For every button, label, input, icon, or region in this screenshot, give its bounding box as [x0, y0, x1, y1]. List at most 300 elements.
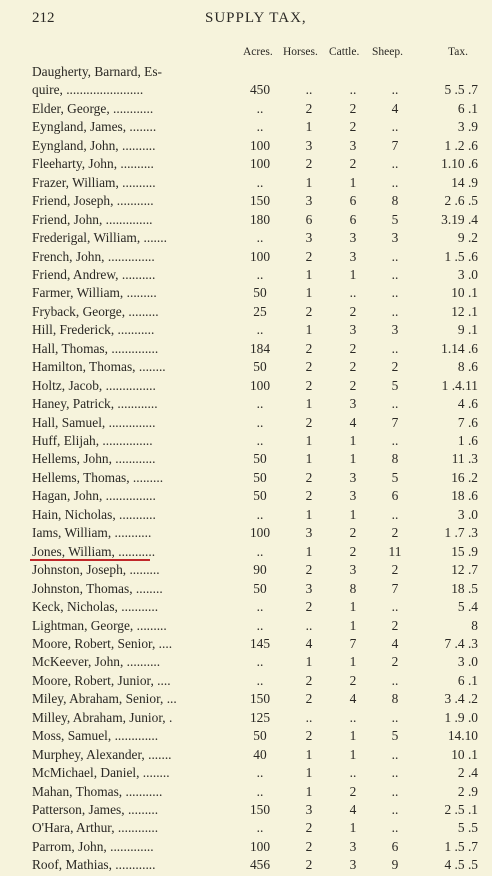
table-row — [0, 192, 492, 210]
acres-cell: .. — [256, 174, 264, 190]
taxpayer-name: French, John, .............. — [32, 248, 155, 264]
acres-cell: .. — [256, 100, 264, 116]
horses-cell: 2 — [305, 599, 313, 615]
cattle-cell: 8 — [349, 580, 357, 596]
horses-cell: 2 — [305, 359, 313, 375]
sheep-cell: .. — [391, 285, 399, 301]
taxpayer-name: Miley, Abraham, Senior, ... — [32, 691, 177, 707]
horses-cell: 1 — [305, 746, 313, 762]
acres-cell: 50 — [253, 469, 267, 485]
taxpayer-name: Elder, George, ............ — [32, 100, 154, 116]
taxpayer-name: Eyngland, James, ........ — [32, 119, 157, 135]
taxpayer-name: Patterson, James, ......... — [32, 802, 159, 817]
sheep-cell: 5 — [391, 211, 399, 227]
table-row — [0, 506, 492, 524]
taxpayer-name: Friend, Joseph, ........... — [32, 193, 154, 209]
acres-cell: 100 — [249, 525, 271, 541]
acres-cell: 456 — [249, 857, 271, 873]
acres-cell: .. — [256, 543, 264, 559]
cattle-cell: 3 — [349, 838, 357, 854]
sheep-cell: 7 — [391, 137, 399, 153]
table-row — [0, 819, 492, 837]
sheep-cell: .. — [391, 746, 399, 762]
table-row — [0, 266, 492, 284]
tax-cell: 8 .6 — [457, 359, 478, 375]
taxpayer-name: Johnston, Thomas, ........ — [32, 580, 163, 596]
horses-cell: 3 — [305, 193, 313, 209]
tax-cell: 14 .9 — [451, 174, 478, 190]
taxpayer-name: Keck, Nicholas, ........... — [32, 599, 159, 615]
acres-cell: 100 — [249, 137, 271, 153]
sheep-cell: 2 — [391, 654, 399, 670]
taxpayer-name: Holtz, Jacob, ............... — [32, 377, 156, 393]
sheep-cell: 8 — [391, 691, 399, 707]
sheep-cell: .. — [391, 340, 399, 356]
tax-cell: 4 .6 — [457, 396, 478, 412]
acres-cell: .. — [256, 783, 264, 799]
taxpayer-name: Hellems, Thomas, ......... — [32, 469, 164, 485]
cattle-cell: 2 — [349, 156, 357, 172]
acres-cell: 150 — [249, 802, 271, 817]
taxpayer-name: Eyngland, John, .......... — [32, 137, 156, 153]
sheep-cell: .. — [391, 119, 399, 135]
tax-cell: 12 .7 — [451, 562, 478, 578]
acres-cell: 125 — [249, 709, 271, 725]
tax-cell: 5 .5 .7 — [444, 82, 478, 98]
horses-cell: 1 — [305, 506, 313, 522]
acres-cell: 25 — [253, 303, 267, 319]
taxpayer-name: Friend, John, .............. — [32, 211, 153, 227]
tax-cell: 9 .1 — [457, 322, 478, 338]
tax-cell: 3 .9 — [457, 119, 478, 135]
cattle-cell: 2 — [349, 377, 357, 393]
table-row — [0, 118, 492, 136]
horses-cell: 2 — [305, 414, 313, 430]
sheep-cell: .. — [391, 783, 399, 799]
page-number: 212 — [32, 10, 55, 26]
horses-cell: 1 — [305, 174, 313, 190]
taxpayer-name: Hain, Nicholas, ........... — [32, 506, 156, 522]
cattle-cell: 1 — [349, 728, 357, 744]
col-sheep: Sheep. — [372, 46, 403, 58]
acres-cell: 150 — [249, 193, 271, 209]
cattle-cell: 1 — [349, 820, 357, 836]
sheep-cell: 4 — [391, 100, 399, 116]
tax-cell: 14.10 — [447, 728, 478, 744]
taxpayer-name: Hamilton, Thomas, ........ — [32, 359, 166, 375]
tax-cell: 18 .6 — [451, 488, 478, 504]
tax-cell: 4 .5 .5 — [444, 857, 478, 873]
horses-cell: 2 — [305, 820, 313, 836]
tax-cell: 7 .4 .3 — [444, 635, 478, 651]
tax-cell: 1 .5 .7 — [444, 838, 478, 854]
taxpayer-name: Farmer, William, ......... — [32, 285, 157, 301]
acres-cell: 184 — [249, 340, 271, 356]
cattle-cell: .. — [349, 285, 357, 301]
taxpayer-name: Huff, Elijah, ............... — [32, 433, 153, 448]
cattle-cell: 2 — [349, 783, 357, 799]
tax-cell: 3 .0 — [457, 506, 478, 522]
horses-cell: 3 — [305, 802, 313, 817]
horses-cell: 2 — [305, 691, 313, 707]
table-row — [0, 155, 492, 173]
cattle-cell: 3 — [349, 248, 357, 264]
taxpayer-name: Milley, Abraham, Junior, . — [32, 709, 173, 725]
cattle-cell: 4 — [349, 414, 357, 430]
horses-cell: 3 — [305, 137, 313, 153]
tax-cell: 9 .2 — [457, 230, 478, 246]
table-row — [0, 81, 492, 99]
cattle-cell: 1 — [349, 266, 357, 282]
acres-cell: 50 — [253, 359, 267, 375]
table-row — [0, 340, 492, 358]
sheep-cell: 7 — [391, 580, 399, 596]
tax-cell: 1 .4.11 — [441, 377, 478, 393]
sheep-cell: .. — [391, 303, 399, 319]
horses-cell: 2 — [305, 156, 313, 172]
tax-cell: 5 .4 — [457, 599, 478, 615]
table-row — [0, 709, 492, 727]
acres-cell: .. — [256, 433, 264, 448]
taxpayer-name: Friend, Andrew, .......... — [32, 266, 156, 282]
acres-cell: .. — [256, 230, 264, 246]
table-row — [0, 653, 492, 671]
acres-cell: .. — [256, 765, 264, 781]
table-row — [0, 174, 492, 192]
cattle-cell: 4 — [349, 802, 357, 817]
tax-cell: 1 .2 .6 — [444, 137, 478, 153]
acres-cell: 90 — [253, 562, 267, 578]
acres-cell: .. — [256, 672, 264, 688]
acres-cell: .. — [256, 119, 264, 135]
taxpayer-name: Mahan, Thomas, ........... — [32, 783, 163, 799]
tax-cell: 1 .7 .3 — [444, 525, 478, 541]
horses-cell: 2 — [305, 303, 313, 319]
cattle-cell: 2 — [349, 100, 357, 116]
sheep-cell: 2 — [391, 562, 399, 578]
tax-cell: 3 .0 — [457, 266, 478, 282]
cattle-cell: 3 — [349, 857, 357, 873]
column-headers — [0, 46, 492, 60]
cattle-cell: 1 — [349, 506, 357, 522]
taxpayer-name: Hall, Thomas, .............. — [32, 340, 159, 356]
table-row — [0, 598, 492, 616]
cattle-cell: 1 — [349, 746, 357, 762]
sheep-cell: 8 — [391, 451, 399, 467]
acres-cell: 450 — [249, 82, 271, 98]
tax-cell: 1 .9 .0 — [444, 709, 478, 725]
tax-cell: 1.14 .6 — [441, 340, 478, 356]
taxpayer-name: Hagan, John, ............... — [32, 488, 156, 504]
tax-cell: 8 — [471, 617, 478, 633]
cattle-cell: 1 — [349, 617, 357, 633]
cattle-cell: 2 — [349, 340, 357, 356]
tax-cell: 3 .4 .2 — [444, 691, 478, 707]
cattle-cell: .. — [349, 82, 357, 98]
table-row — [0, 211, 492, 229]
tax-cell: 18 .5 — [451, 580, 478, 596]
horses-cell: 2 — [305, 248, 313, 264]
horses-cell: 2 — [305, 469, 313, 485]
table-row — [0, 303, 492, 321]
sheep-cell: 5 — [391, 469, 399, 485]
tax-cell: 12 .1 — [451, 303, 478, 319]
tax-cell: 10 .1 — [451, 285, 478, 301]
cattle-cell: 2 — [349, 119, 357, 135]
sheep-cell: 3 — [391, 322, 399, 338]
sheep-cell: .. — [391, 506, 399, 522]
taxpayer-name: Moore, Robert, Senior, .... — [32, 635, 173, 651]
cattle-cell: 1 — [349, 599, 357, 615]
table-row — [0, 524, 492, 542]
sheep-cell: .. — [391, 709, 399, 725]
horses-cell: 1 — [305, 765, 313, 781]
horses-cell: 2 — [305, 672, 313, 688]
taxpayer-name: Fryback, George, ......... — [32, 303, 159, 319]
sheep-cell: .. — [391, 82, 399, 98]
tax-cell: 10 .1 — [451, 746, 478, 762]
cattle-cell: 3 — [349, 137, 357, 153]
acres-cell: 100 — [249, 248, 271, 264]
cattle-cell: .. — [349, 765, 357, 781]
sheep-cell: 3 — [391, 230, 399, 246]
cattle-cell: .. — [349, 709, 357, 725]
acres-cell: .. — [256, 396, 264, 412]
sheep-cell: 11 — [388, 543, 402, 559]
table-row — [0, 746, 492, 764]
acres-cell: 100 — [249, 156, 271, 172]
tax-cell: 3.19 .4 — [441, 211, 478, 227]
taxpayer-name: Jones, William, ........... — [32, 543, 156, 559]
table-row — [0, 137, 492, 155]
sheep-cell: 6 — [391, 488, 399, 504]
horses-cell: 1 — [305, 433, 313, 448]
acres-cell: 50 — [253, 728, 267, 744]
taxpayer-name: Lightman, George, ......... — [32, 617, 167, 633]
cattle-cell: 6 — [349, 211, 357, 227]
acres-cell: 180 — [249, 211, 271, 227]
horses-cell: 2 — [305, 340, 313, 356]
cattle-cell: 2 — [349, 359, 357, 375]
horses-cell: 6 — [305, 211, 313, 227]
sheep-cell: 7 — [391, 414, 399, 430]
horses-cell: 1 — [305, 543, 313, 559]
taxpayer-name: Hellems, John, ............ — [32, 451, 156, 467]
taxpayer-name: O'Hara, Arthur, ............ — [32, 820, 159, 836]
taxpayer-name: Moore, Robert, Junior, .... — [32, 672, 171, 688]
table-row — [0, 321, 492, 339]
table-row — [0, 561, 492, 579]
horses-cell: 1 — [305, 322, 313, 338]
cattle-cell: 2 — [349, 303, 357, 319]
acres-cell: .. — [256, 599, 264, 615]
tax-cell: 6 .1 — [457, 672, 478, 688]
taxpayer-name: Johnston, Joseph, ......... — [32, 562, 160, 578]
horses-cell: 3 — [305, 525, 313, 541]
horses-cell: 2 — [305, 728, 313, 744]
table-row — [0, 432, 492, 450]
tax-cell: 16 .2 — [451, 469, 478, 485]
acres-cell: 150 — [249, 691, 271, 707]
cattle-cell: 3 — [349, 322, 357, 338]
table-row — [0, 284, 492, 302]
horses-cell: 2 — [305, 562, 313, 578]
tax-cell: 5 .5 — [457, 820, 478, 836]
tax-cell: 2 .6 .5 — [444, 193, 478, 209]
acres-cell: 50 — [253, 580, 267, 596]
sheep-cell: .. — [391, 266, 399, 282]
tax-cell: 6 .1 — [457, 100, 478, 116]
sheep-cell: 2 — [391, 359, 399, 375]
horses-cell: 1 — [305, 285, 313, 301]
col-tax: Tax. — [448, 46, 468, 58]
table-row — [0, 469, 492, 487]
tax-cell: 7 .6 — [457, 414, 478, 430]
cattle-cell: 1 — [349, 174, 357, 190]
table-row — [0, 580, 492, 598]
table-row — [0, 801, 492, 819]
cattle-cell: 3 — [349, 396, 357, 412]
taxpayer-name: Frederigal, William, ....... — [32, 230, 167, 246]
cattle-cell: 1 — [349, 433, 357, 448]
horses-cell: 2 — [305, 488, 313, 504]
tax-cell: 3 .0 — [457, 654, 478, 670]
table-row — [0, 358, 492, 376]
cattle-cell: 3 — [349, 488, 357, 504]
name-underline — [30, 559, 150, 561]
taxpayer-name: Fleeharty, John, .......... — [32, 156, 154, 172]
taxpayer-name: quire, ....................... — [32, 82, 144, 98]
horses-cell: .. — [305, 617, 313, 633]
sheep-cell: .. — [391, 599, 399, 615]
cattle-cell: 4 — [349, 691, 357, 707]
taxpayer-name: Daugherty, Barnard, Es- — [32, 64, 163, 79]
sheep-cell: .. — [391, 672, 399, 688]
table-row — [0, 248, 492, 266]
sheep-cell: .. — [391, 248, 399, 264]
horses-cell: 1 — [305, 783, 313, 799]
taxpayer-name: McKeever, John, .......... — [32, 654, 161, 670]
horses-cell: 2 — [305, 857, 313, 873]
taxpayer-name: Hill, Frederick, ........... — [32, 322, 155, 338]
cattle-cell: 2 — [349, 672, 357, 688]
cattle-cell: 2 — [349, 525, 357, 541]
sheep-cell: .. — [391, 156, 399, 172]
acres-cell: .. — [256, 654, 264, 670]
horses-cell: 1 — [305, 119, 313, 135]
table-row — [0, 856, 492, 874]
acres-cell: .. — [256, 617, 264, 633]
sheep-cell: .. — [391, 765, 399, 781]
horses-cell: 3 — [305, 230, 313, 246]
acres-cell: .. — [256, 820, 264, 836]
table-row — [0, 63, 492, 81]
table-row — [0, 450, 492, 468]
sheep-cell: 2 — [391, 617, 399, 633]
sheep-cell: .. — [391, 396, 399, 412]
sheep-cell: 5 — [391, 728, 399, 744]
table-row — [0, 414, 492, 432]
sheep-cell: 4 — [391, 635, 399, 651]
taxpayer-name: Frazer, William, .......... — [32, 174, 156, 190]
sheep-cell: .. — [391, 174, 399, 190]
sheep-cell: .. — [391, 433, 399, 448]
cattle-cell: 3 — [349, 562, 357, 578]
table-row — [0, 764, 492, 782]
taxpayer-name: Iams, William, ........... — [32, 525, 152, 541]
tax-cell: 11 .3 — [451, 451, 478, 467]
sheep-cell: .. — [391, 820, 399, 836]
sheep-cell: .. — [391, 802, 399, 817]
taxpayer-name: Parrom, John, ............. — [32, 838, 154, 854]
horses-cell: 2 — [305, 377, 313, 393]
page-title: SUPPLY TAX, — [205, 10, 307, 26]
table-row — [0, 727, 492, 745]
acres-cell: .. — [256, 506, 264, 522]
acres-cell: 50 — [253, 451, 267, 467]
acres-cell: 40 — [253, 746, 267, 762]
horses-cell: 1 — [305, 654, 313, 670]
sheep-cell: 5 — [391, 377, 399, 393]
sheep-cell: 2 — [391, 525, 399, 541]
acres-cell: 100 — [249, 377, 271, 393]
horses-cell: 2 — [305, 100, 313, 116]
horses-cell: .. — [305, 82, 313, 98]
tax-cell: 2 .9 — [457, 783, 478, 799]
acres-cell: 50 — [253, 285, 267, 301]
cattle-cell: 1 — [349, 451, 357, 467]
acres-cell: 50 — [253, 488, 267, 504]
horses-cell: 1 — [305, 396, 313, 412]
table-row — [0, 635, 492, 653]
tax-cell: 1 .5 .6 — [444, 248, 478, 264]
sheep-cell: 9 — [391, 857, 399, 873]
table-row — [0, 487, 492, 505]
horses-cell: 3 — [305, 580, 313, 596]
horses-cell: .. — [305, 709, 313, 725]
horses-cell: 2 — [305, 838, 313, 854]
taxpayer-name: Roof, Mathias, ............ — [32, 857, 156, 873]
table-row — [0, 617, 492, 635]
cattle-cell: 2 — [349, 543, 357, 559]
col-cattle: Cattle. — [329, 46, 360, 58]
page-header — [0, 6, 492, 28]
taxpayer-name: Hall, Samuel, .............. — [32, 414, 156, 430]
acres-cell: 145 — [249, 635, 271, 651]
table-row — [0, 377, 492, 395]
horses-cell: 1 — [305, 266, 313, 282]
table-row — [0, 690, 492, 708]
cattle-cell: 3 — [349, 230, 357, 246]
table-row — [0, 100, 492, 118]
sheep-cell: 6 — [391, 838, 399, 854]
col-acres: Acres. — [243, 46, 273, 58]
acres-cell: .. — [256, 322, 264, 338]
taxpayer-name: Moss, Samuel, ............. — [32, 728, 159, 744]
cattle-cell: 1 — [349, 654, 357, 670]
cattle-cell: 6 — [349, 193, 357, 209]
acres-cell: .. — [256, 414, 264, 430]
cattle-cell: 3 — [349, 469, 357, 485]
tax-cell: 2 .4 — [457, 765, 478, 781]
taxpayer-name: Haney, Patrick, ............ — [32, 396, 158, 412]
table-row — [0, 672, 492, 690]
table-row — [0, 783, 492, 801]
tax-cell: 2 .5 .1 — [444, 802, 478, 817]
taxpayer-name: McMichael, Daniel, ........ — [32, 765, 170, 781]
acres-cell: .. — [256, 266, 264, 282]
sheep-cell: 8 — [391, 193, 399, 209]
